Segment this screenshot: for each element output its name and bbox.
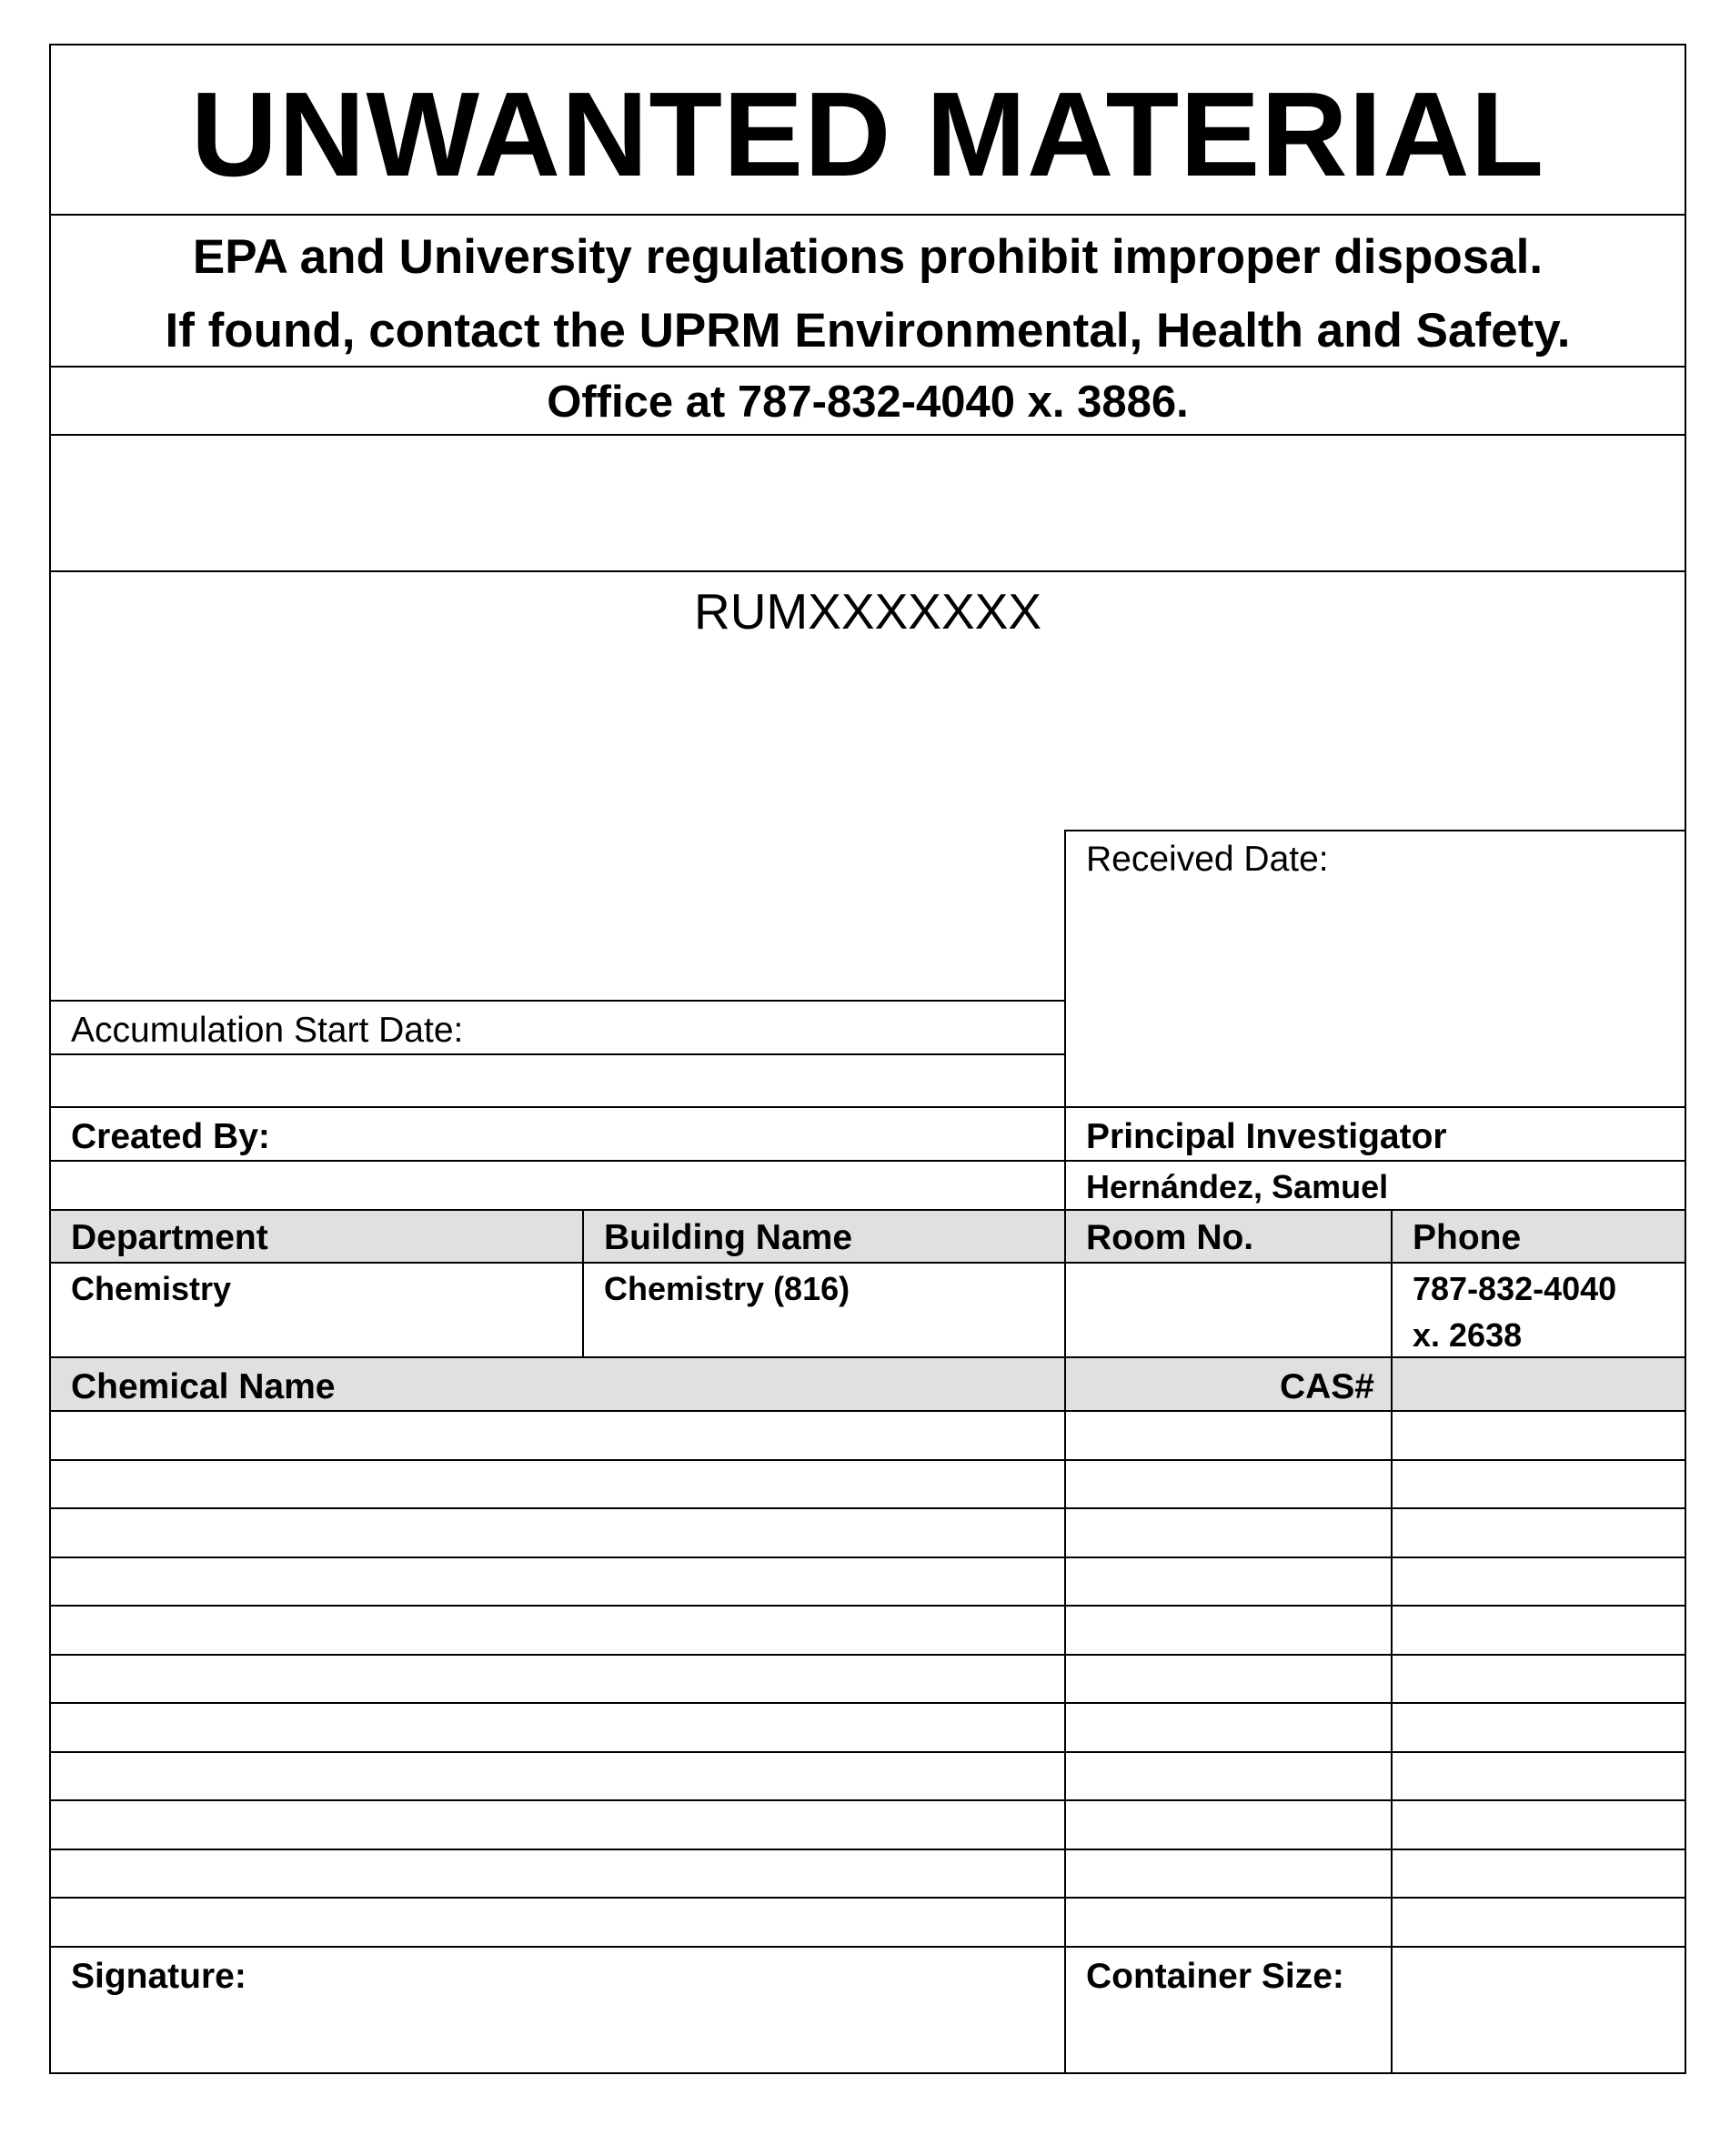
divider-below-office xyxy=(49,434,1686,436)
department-value: Chemistry xyxy=(71,1270,232,1307)
phone-value-line-1: 787-832-4040 xyxy=(1413,1270,1617,1307)
chemical-row-line xyxy=(49,1557,1686,1558)
building-name-label: Building Name xyxy=(604,1218,853,1257)
received-box-left xyxy=(1064,830,1066,1108)
signature-label: Signature: xyxy=(71,1957,246,1996)
accumulation-underline xyxy=(49,1053,1066,1055)
accumulation-start-date-label: Accumulation Start Date: xyxy=(71,1011,464,1050)
principal-investigator-label: Principal Investigator xyxy=(1086,1117,1447,1156)
form-title: UNWANTED MATERIAL xyxy=(190,67,1545,201)
location-col-divider-3 xyxy=(1391,1209,1393,1358)
office-phone-line: Office at 787-832-4040 x. 3886. xyxy=(547,378,1189,427)
cas-number-label: CAS# xyxy=(1279,1367,1374,1406)
received-box-top xyxy=(1064,830,1686,831)
chemical-row-line xyxy=(49,1799,1686,1801)
department-label: Department xyxy=(71,1218,268,1257)
chemical-row-line xyxy=(49,1751,1686,1753)
divider-above-location-header xyxy=(49,1209,1686,1211)
divider-above-created xyxy=(49,1106,1686,1108)
outer-border-top xyxy=(49,44,1686,45)
chemical-row-line xyxy=(49,1605,1686,1607)
chemical-row-line xyxy=(49,1702,1686,1704)
chemical-row-line xyxy=(49,1459,1686,1461)
phone-label: Phone xyxy=(1413,1218,1522,1257)
notice-line-2: If found, contact the UPRM Environmental, Health and Safety. xyxy=(165,304,1571,358)
chemical-row-line xyxy=(49,1410,1686,1412)
chemical-name-label: Chemical Name xyxy=(71,1367,336,1406)
divider-above-chemical-header xyxy=(49,1356,1686,1358)
chemical-col-divider-1 xyxy=(1064,1356,1066,2074)
divider-below-location-header xyxy=(49,1262,1686,1264)
notice-line-1: EPA and University regulations prohibit improper disposal. xyxy=(192,230,1544,284)
principal-investigator-value: Hernández, Samuel xyxy=(1086,1168,1389,1205)
room-number-label: Room No. xyxy=(1086,1218,1254,1257)
location-col-divider-1 xyxy=(582,1209,584,1358)
phone-value-line-2: x. 2638 xyxy=(1413,1316,1523,1354)
chemical-row-line xyxy=(49,1849,1686,1850)
accumulation-top xyxy=(49,1000,1066,1002)
chemical-col-divider-2 xyxy=(1391,1356,1393,2074)
chemical-row-line xyxy=(49,1897,1686,1899)
divider-below-title xyxy=(49,214,1686,216)
location-col-divider-2 xyxy=(1064,1209,1066,1358)
container-code: RUMXXXXXXX xyxy=(693,583,1042,640)
building-name-value: Chemistry (816) xyxy=(604,1270,850,1307)
chemical-row-line xyxy=(49,1654,1686,1656)
chemical-row-line xyxy=(49,1507,1686,1509)
divider-below-blank xyxy=(49,570,1686,572)
outer-border-bottom xyxy=(49,2072,1686,2074)
divider-below-created-label xyxy=(49,1160,1686,1162)
chemical-row-line xyxy=(49,1946,1686,1948)
created-by-label: Created By: xyxy=(71,1117,270,1156)
container-size-label: Container Size: xyxy=(1086,1957,1344,1996)
divider-below-notice xyxy=(49,366,1686,368)
received-date-label: Received Date: xyxy=(1086,840,1329,879)
people-mid-divider xyxy=(1064,1106,1066,1212)
